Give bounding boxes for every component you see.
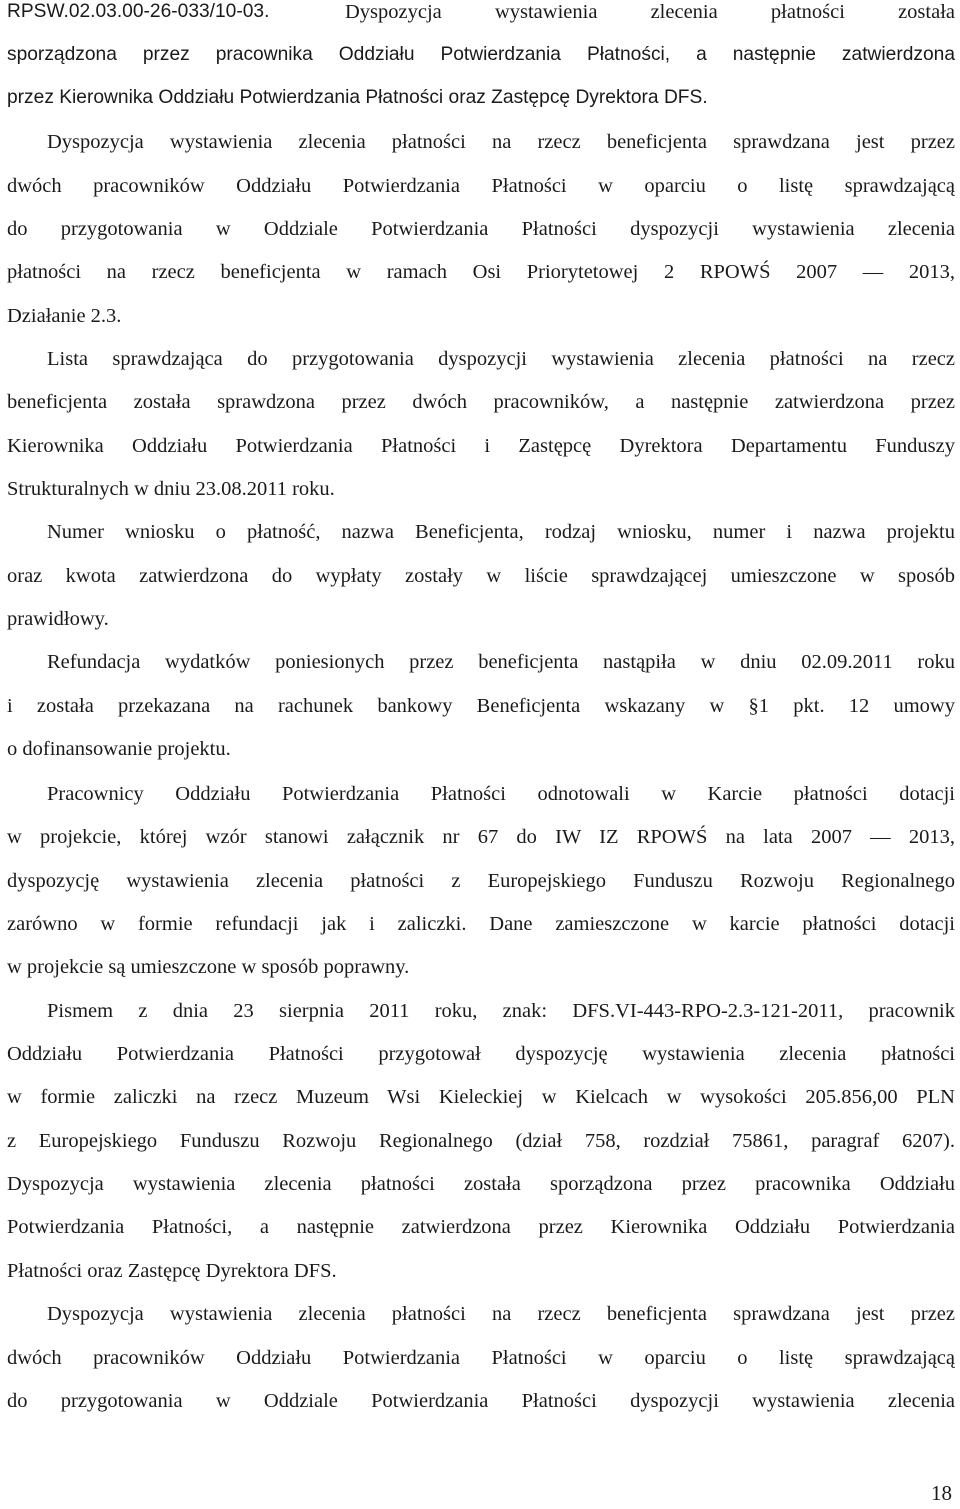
- text-line: Potwierdzania Płatności, a następnie zatwierdzona przez Kierownika Oddziału Potwierdzania: [7, 1216, 955, 1238]
- text-line: i została przekazana na rachunek bankowy Beneficjenta wskazany w §1 pkt. 12 umowy: [7, 695, 955, 717]
- text-line: Płatności oraz Zastępcę Dyrektora DFS.: [7, 1260, 337, 1282]
- text-line: prawidłowy.: [7, 608, 109, 630]
- text-line: Dyspozycja wystawienia zlecenia płatności została sporządzona przez pracownika Oddziału: [7, 1173, 955, 1195]
- text-line: w formie zaliczki na rzecz Muzeum Wsi Kieleckiej w Kielcach w wysokości 205.856,00 PLN: [7, 1086, 955, 1108]
- text-line: dwóch pracowników Oddziału Potwierdzania Płatności w oparciu o listę sprawdzającą: [7, 1347, 955, 1369]
- text-line: oraz kwota zatwierdzona do wypłaty zostały w liście sprawdzającej umieszczone w sposób: [7, 565, 955, 587]
- text-line: z Europejskiego Funduszu Rozwoju Regionalnego (dział 758, rozdział 75861, paragraf 6207).: [7, 1130, 955, 1152]
- text-line: do przygotowania w Oddziale Potwierdzania Płatności dyspozycji wystawienia zlecenia: [7, 1390, 955, 1412]
- paragraph-first-line: Pracownicy Oddziału Potwierdzania Płatności odnotowali w Karcie płatności dotacji: [47, 783, 955, 805]
- paragraph-text: Dyspozycja wystawienia zlecenia płatności została: [345, 1, 955, 23]
- paragraph-first-line: Pismem z dnia 23 sierpnia 2011 roku, znak: DFS.VI-443-RPO-2.3-121-2011, pracownik: [47, 1000, 955, 1022]
- page-number: 18: [931, 1481, 952, 1505]
- paragraph-first-line: Lista sprawdzająca do przygotowania dyspozycji wystawienia zlecenia płatności na rzecz: [47, 348, 955, 370]
- text-line: sporządzona przez pracownika Oddziału Potwierdzania Płatności, a następnie zatwierdzona: [7, 44, 955, 65]
- project-reference: RPSW.02.03.00-26-033/10-03.: [7, 1, 270, 22]
- text-line: dwóch pracowników Oddziału Potwierdzania Płatności w oparciu o listę sprawdzającą: [7, 175, 955, 197]
- text-line: do przygotowania w Oddziale Potwierdzania Płatności dyspozycji wystawienia zlecenia: [7, 218, 955, 240]
- text-line: w projekcie są umieszczone w sposób poprawny.: [7, 956, 410, 978]
- text-line: Działanie 2.3.: [7, 305, 122, 327]
- text-line: Oddziału Potwierdzania Płatności przygotował dyspozycję wystawienia zlecenia płatności: [7, 1043, 955, 1065]
- text-line: Strukturalnych w dniu 23.08.2011 roku.: [7, 478, 335, 500]
- text-line: Kierownika Oddziału Potwierdzania Płatności i Zastępcę Dyrektora Departamentu Funduszy: [7, 435, 955, 457]
- text-line: o dofinansowanie projektu.: [7, 738, 231, 760]
- paragraph-first-line: Dyspozycja wystawienia zlecenia płatności na rzecz beneficjenta sprawdzana jest przez: [47, 131, 955, 153]
- paragraph-first-line: Dyspozycja wystawienia zlecenia płatności na rzecz beneficjenta sprawdzana jest przez: [47, 1303, 955, 1325]
- text-line: przez Kierownika Oddziału Potwierdzania Płatności oraz Zastępcę Dyrektora DFS.: [7, 87, 708, 108]
- text-line: [7, 0, 955, 34]
- text-line: dyspozycję wystawienia zlecenia płatności z Europejskiego Funduszu Rozwoju Regionalnego: [7, 870, 955, 892]
- paragraph-first-line: Numer wniosku o płatność, nazwa Beneficjenta, rodzaj wniosku, numer i nazwa projektu: [47, 521, 955, 543]
- paragraph-first-line: Refundacja wydatków poniesionych przez beneficjenta nastąpiła w dniu 02.09.2011 roku: [47, 651, 955, 673]
- text-line: w projekcie, której wzór stanowi załącznik nr 67 do IW IZ RPOWŚ na lata 2007 ― 2013,: [7, 826, 955, 848]
- text-line: zarówno w formie refundacji jak i zaliczki. Dane zamieszczone w karcie płatności dotacji: [7, 913, 955, 935]
- text-line: beneficjenta została sprawdzona przez dwóch pracowników, a następnie zatwierdzona przez: [7, 391, 955, 413]
- text-line: płatności na rzecz beneficjenta w ramach Osi Priorytetowej 2 RPOWŚ 2007 ― 2013,: [7, 261, 955, 283]
